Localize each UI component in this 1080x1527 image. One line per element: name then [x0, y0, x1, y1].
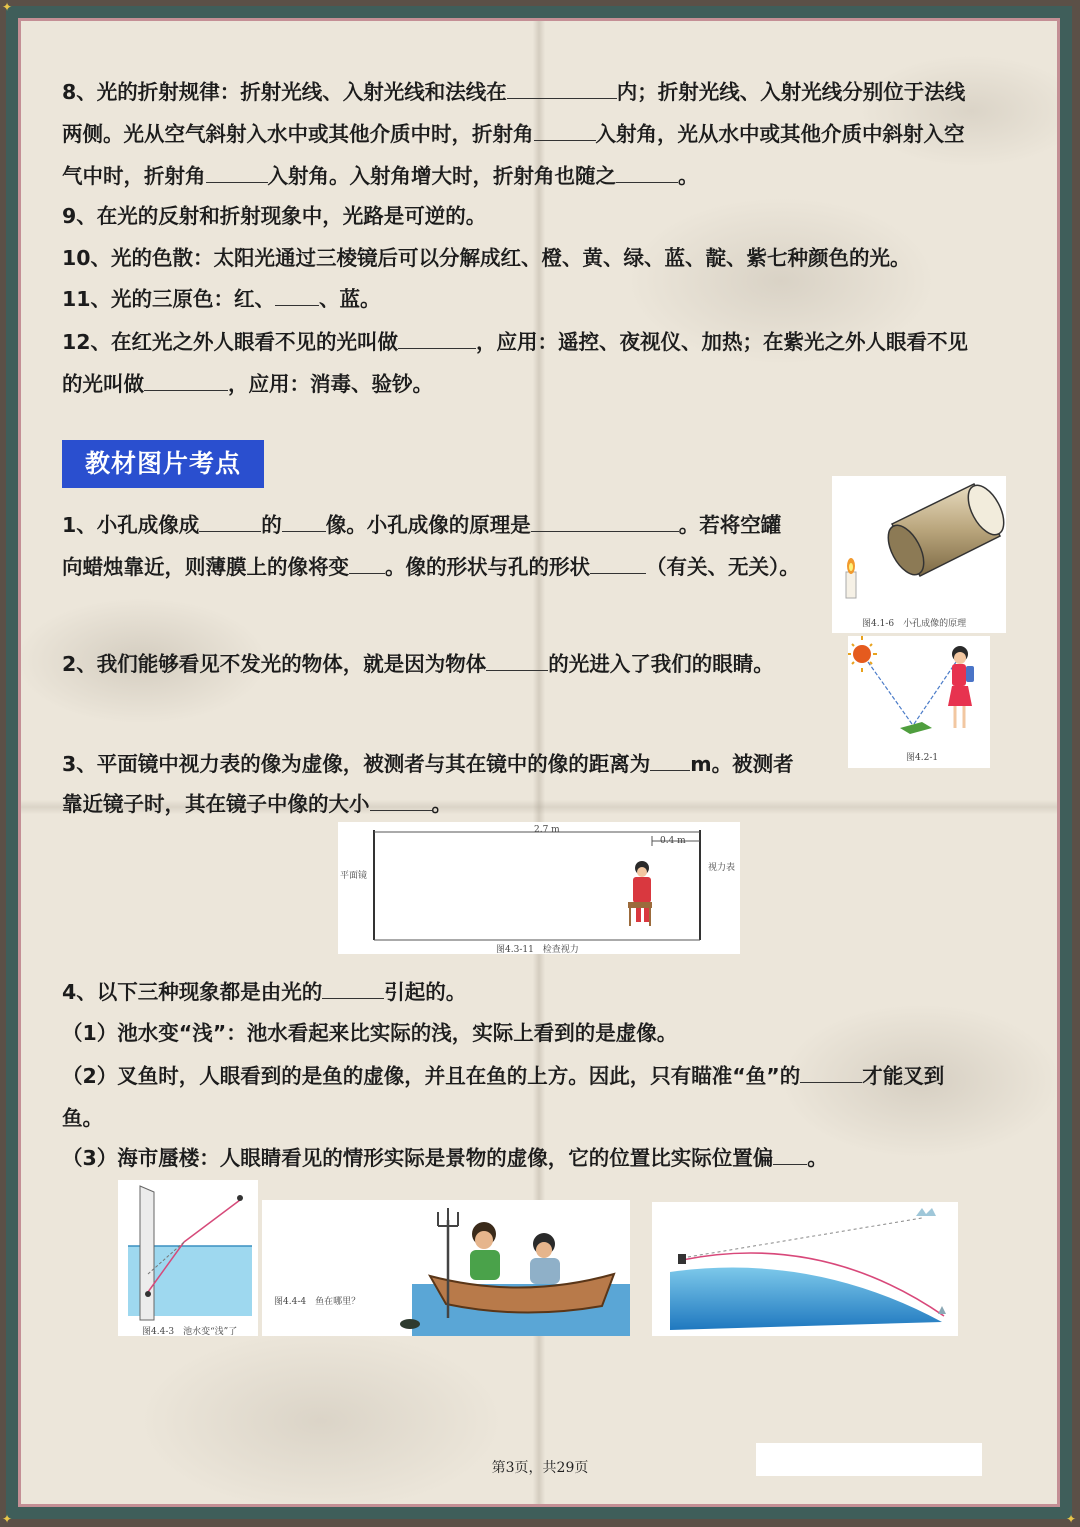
text: 11、光的三原色：红、 — [62, 287, 276, 311]
text: 1、小孔成像成 — [62, 513, 200, 537]
mirage-figure — [652, 1202, 958, 1336]
text: ，应用：消毒、验钞。 — [228, 372, 433, 396]
line-11 — [62, 278, 381, 320]
line-8c — [62, 155, 699, 197]
text: 。 — [678, 164, 699, 188]
corner-star-icon: ✦ — [2, 0, 13, 14]
question-3a — [62, 743, 794, 785]
question-4-part-3 — [62, 1137, 828, 1179]
blank[interactable] — [275, 283, 319, 306]
text: 。像的形状与孔的形状 — [385, 555, 590, 579]
pinhole-camera-illustration — [832, 476, 1006, 633]
text: 引起的。 — [384, 980, 467, 1004]
line-9: 9、在光的反射和折射现象中，光路是可逆的。 — [62, 204, 487, 228]
question-2 — [62, 643, 774, 685]
question-4 — [62, 971, 466, 1013]
text: 2、我们能够看见不发光的物体，就是因为物体 — [62, 652, 487, 676]
text: 靠近镜子时，其在镜子中像的大小 — [62, 792, 370, 816]
eye-test-mirror-label: 平面镜 — [340, 871, 368, 881]
text: 的光进入了我们的眼睛。 — [548, 652, 774, 676]
blank[interactable] — [531, 509, 679, 532]
pinhole-caption: 图4.1-6 小孔成像的原理 — [862, 619, 967, 629]
text: ，应用：遥控、夜视仪、加热；在紫光之外人眼看不见 — [476, 330, 969, 354]
pool-figure — [118, 1180, 258, 1336]
line-10: 10、光的色散：太阳光通过三棱镜后可以分解成红、橙、黄、绿、蓝、靛、紫七种颜色的光。 — [62, 246, 911, 270]
eye-test-caption: 图4.3-11 检查视力 — [496, 945, 579, 954]
question-3b — [62, 783, 452, 825]
text: 。 — [807, 1146, 828, 1170]
fishing-caption: 图4.4-4 鱼在哪里？ — [274, 1297, 361, 1307]
text: 8、光的折射规律：折射光线、入射光线和法线在 — [62, 80, 507, 104]
eye-test-distance-total: 2.7 m — [534, 825, 560, 835]
corner-star-icon: ✦ — [2, 1512, 13, 1526]
text: （有关、无关）。 — [646, 555, 800, 579]
blank[interactable] — [650, 748, 690, 771]
text: （2）叉鱼时，人眼看到的是鱼的虚像，并且在鱼的上方。因此，只有瞄准“鱼”的 — [62, 1064, 801, 1088]
pool-refraction-diagram — [118, 1180, 258, 1336]
section-title: 教材图片考点 — [62, 440, 264, 488]
blank[interactable] — [773, 1142, 807, 1165]
text: 。若将空罐 — [678, 513, 782, 537]
blank[interactable] — [486, 648, 548, 671]
reflection-figure — [848, 636, 990, 768]
text: 入射角。入射角增大时，折射角也随之 — [267, 164, 616, 188]
blank[interactable] — [322, 976, 384, 999]
blank[interactable] — [507, 76, 617, 99]
text: 才能叉到 — [862, 1064, 945, 1088]
blank[interactable] — [534, 118, 596, 141]
text: 3、平面镜中视力表的像为虚像，被测者与其在镜中的像的距离为 — [62, 752, 651, 776]
text: 两侧。光从空气斜射入水中或其他介质中时，折射角 — [62, 122, 534, 146]
reflection-illustration — [848, 636, 990, 768]
text: 的 — [261, 513, 282, 537]
text: m。被测者 — [690, 752, 794, 776]
text: 、蓝。 — [319, 287, 381, 311]
text: 入射角，光从水中或其他介质中斜射入空 — [595, 122, 965, 146]
eye-test-distance-chair: 0.4 m — [660, 836, 686, 846]
reflection-caption: 图4.2-1 — [906, 753, 939, 763]
question-4-part-2a — [62, 1055, 944, 1097]
text: 气中时，折射角 — [62, 164, 206, 188]
line-12b — [62, 363, 433, 405]
text: （3）海市蜃楼：人眼睛看见的情形实际是景物的虚像，它的位置比实际位置偏 — [62, 1146, 774, 1170]
blank[interactable] — [370, 788, 432, 811]
text: 12、在红光之外人眼看不见的光叫做 — [62, 330, 399, 354]
question-4-part-1: （1）池水变“浅”：池水看起来比实际的浅，实际上看到的是虚像。 — [62, 1021, 678, 1045]
blank[interactable] — [349, 551, 385, 574]
question-1b — [62, 546, 800, 588]
text: 的光叫做 — [62, 372, 144, 396]
mirage-diagram — [652, 1202, 958, 1336]
blank[interactable] — [206, 160, 268, 183]
pool-caption: 图4.4-3 池水变“浅”了 — [142, 1327, 238, 1336]
blank[interactable] — [398, 326, 476, 349]
question-1a — [62, 504, 781, 546]
corner-star-icon: ✦ — [1066, 1512, 1077, 1526]
blank[interactable] — [199, 509, 261, 532]
eye-test-figure — [338, 822, 740, 954]
text: 内；折射光线、入射光线分别位于法线 — [616, 80, 966, 104]
text: 像。小孔成像的原理是 — [325, 513, 531, 537]
text: 。 — [431, 792, 452, 816]
blank[interactable] — [282, 509, 326, 532]
line-8a — [62, 71, 965, 113]
text: 向蜡烛靠近，则薄膜上的像将变 — [62, 555, 349, 579]
page-number: 第3页，共29页 — [491, 1460, 589, 1476]
text: 4、以下三种现象都是由光的 — [62, 980, 323, 1004]
blank[interactable] — [616, 160, 678, 183]
blank[interactable] — [800, 1060, 862, 1083]
line-12a — [62, 321, 968, 363]
question-4-part-2b: 鱼。 — [62, 1106, 103, 1130]
eye-test-chart-label: 视力表 — [708, 863, 736, 873]
blank[interactable] — [144, 368, 228, 391]
fishing-illustration — [262, 1200, 630, 1336]
pinhole-figure — [832, 476, 1006, 633]
fishing-figure — [262, 1200, 630, 1336]
line-8b — [62, 113, 965, 155]
blank[interactable] — [590, 551, 646, 574]
